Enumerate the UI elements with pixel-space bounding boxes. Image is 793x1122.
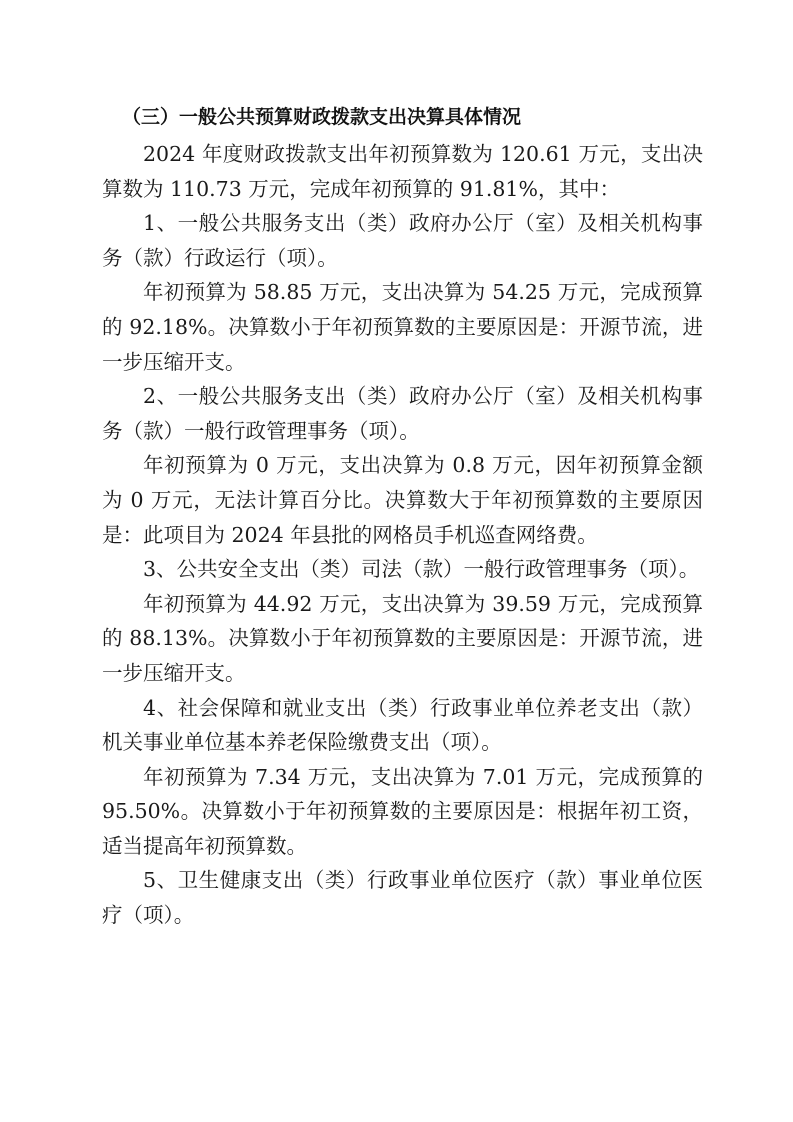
paragraph-item-5-title: 5、卫生健康支出（类）行政事业单位医疗（款）事业单位医疗（项）。 [102, 868, 703, 928]
paragraph-item-3-detail: 年初预算为 44.92 万元，支出决算为 39.59 万元，完成预算的 88.13%。决算数小于年初预算数的主要原因是：开源节流，进一步压缩开支。 [102, 591, 703, 685]
paragraph-item-2-detail: 年初预算为 0 万元，支出决算为 0.8 万元，因年初预算金额为 0 万元，无法计算百分比。决算数大于年初预算数的主要原因是：此项目为 2024 年县批的网格员手机巡查网络费。 [102, 453, 703, 547]
paragraph-item-4-detail: 年初预算为 7.34 万元，支出决算为 7.01 万元，完成预算的 95.50%。决算数小于年初预算数的主要原因是：根据年初工资，适当提高年初预算数。 [102, 764, 703, 858]
document-page [102, 101, 703, 933]
section-heading: （三）一般公共预算财政拨款支出决算具体情况 [122, 106, 522, 128]
paragraph-item-2-title: 2、一般公共服务支出（类）政府办公厅（室）及相关机构事务（款）一般行政管理事务（项）。 [102, 384, 703, 443]
paragraph-item-1-title: 1、一般公共服务支出（类）政府办公厅（室）及相关机构事务（款）行政运行（项）。 [102, 211, 703, 270]
paragraph-item-1-detail: 年初预算为 58.85 万元，支出决算为 54.25 万元，完成预算的 92.18%。决算数小于年初预算数的主要原因是：开源节流，进一步压缩开支。 [102, 280, 703, 374]
paragraph-item-3-title: 3、公共安全支出（类）司法（款）一般行政管理事务（项）。 [143, 557, 700, 582]
paragraph-summary: 2024 年度财政拨款支出年初预算数为 120.61 万元，支出决算数为 110.73 万元，完成年初预算的 91.81%，其中： [102, 142, 703, 201]
paragraph-item-4-title: 4、社会保障和就业支出（类）行政事业单位养老支出（款）机关事业单位基本养老保险缴费支出（项）。 [102, 695, 703, 755]
